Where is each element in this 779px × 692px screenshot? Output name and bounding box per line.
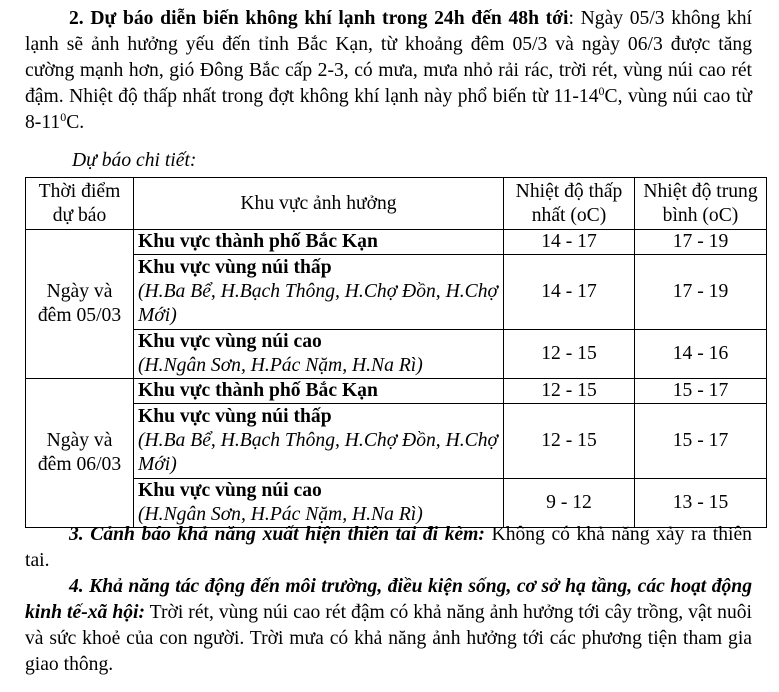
detail-forecast-label: Dự báo chi tiết:	[72, 150, 197, 171]
degree-sup-1: 0	[598, 84, 605, 98]
header-avg-temp: Nhiệt độ trung bình (oC)	[635, 178, 767, 230]
header-min-temp: Nhiệt độ thấp nhất (oC)	[504, 178, 635, 230]
table-row	[26, 379, 767, 404]
section-3-heading: 3. Cảnh báo khả năng xuất hiện thiên tai đi kèm:	[69, 524, 485, 545]
table-header-row	[26, 178, 767, 230]
area-cell	[134, 404, 504, 479]
section-2-heading: 2. Dự báo diễn biến không khí lạnh trong 24h đến 48h tới	[69, 8, 569, 29]
section-2-paragraph	[25, 6, 752, 136]
header-time: Thời điểm dự báo	[26, 178, 134, 230]
forecast-table	[25, 177, 767, 528]
area-cell	[134, 230, 504, 255]
degree-sup-2: 0	[60, 110, 67, 124]
avg-temp-cell: 17 - 19	[635, 230, 767, 255]
table-row	[26, 255, 767, 330]
section-4-text: Trời rét, vùng núi cao rét đậm có khả năng ảnh hưởng tới cây trồng, vật nuôi và sức khoẻ của con người. Trời mưa có khả năng ảnh hưởng tới các phương tiện tham gia giao thông.	[25, 602, 752, 675]
area-cell	[134, 479, 504, 528]
area-districts: (H.Ba Bể, H.Bạch Thông, H.Chợ Đồn, H.Chợ Mới)	[138, 281, 498, 326]
area-cell	[134, 330, 504, 379]
avg-temp-cell: 15 - 17	[635, 379, 767, 404]
table-row	[26, 404, 767, 479]
time-cell: Ngày và đêm 05/03	[26, 230, 134, 379]
avg-temp-cell: 15 - 17	[635, 404, 767, 479]
area-districts: (H.Ngân Sơn, H.Pác Nặm, H.Na Rì)	[138, 504, 423, 525]
avg-temp-cell: 17 - 19	[635, 255, 767, 330]
section-4-heading: 4. Khả năng tác động đến môi trường, điều kiện sống, cơ sở hạ tầng, các hoạt động kinh tế-xã hội:	[25, 576, 752, 623]
table-row	[26, 230, 767, 255]
section-3-paragraph	[25, 522, 752, 574]
area-name: Khu vực vùng núi thấp	[138, 406, 332, 427]
area-name: Khu vực vùng núi cao	[138, 331, 322, 352]
table-row	[26, 330, 767, 379]
min-temp-cell: 9 - 12	[504, 479, 635, 528]
area-name: Khu vực thành phố Bắc Kạn	[138, 231, 378, 252]
section-2-text-1: : Ngày 05/3 không khí lạnh sẽ ảnh hưởng yếu đến tỉnh Bắc Kạn, từ khoảng đêm 05/3 và ngày 06/3 được tăng cường mạnh hơn, gió Đông Bắc cấp 2-3, có mưa, mưa nhỏ rải rác, trời rét, vùng núi cao rét đậm. Nhiệt độ thấp nhất trong đợt không khí lạnh này phổ biến từ 11-14	[25, 8, 752, 107]
min-temp-cell: 14 - 17	[504, 255, 635, 330]
header-area: Khu vực ảnh hưởng	[134, 178, 504, 230]
area-cell	[134, 379, 504, 404]
area-cell	[134, 255, 504, 330]
table-row	[26, 479, 767, 528]
area-name: Khu vực vùng núi thấp	[138, 257, 332, 278]
min-temp-cell: 14 - 17	[504, 230, 635, 255]
section-4-paragraph	[25, 574, 752, 678]
avg-temp-cell: 14 - 16	[635, 330, 767, 379]
area-districts: (H.Ngân Sơn, H.Pác Nặm, H.Na Rì)	[138, 355, 423, 376]
area-districts: (H.Ba Bể, H.Bạch Thông, H.Chợ Đồn, H.Chợ Mới)	[138, 430, 498, 475]
area-name: Khu vực vùng núi cao	[138, 480, 322, 501]
min-temp-cell: 12 - 15	[504, 404, 635, 479]
min-temp-cell: 12 - 15	[504, 330, 635, 379]
section-2-text-3: C.	[66, 112, 85, 133]
area-name: Khu vực thành phố Bắc Kạn	[138, 380, 378, 401]
section-3-text: Không có khả năng xảy ra thiên tai.	[25, 524, 752, 571]
section-2-text-2: C, vùng núi cao từ 8-11	[25, 86, 752, 133]
min-temp-cell: 12 - 15	[504, 379, 635, 404]
time-cell: Ngày và đêm 06/03	[26, 379, 134, 528]
avg-temp-cell: 13 - 15	[635, 479, 767, 528]
